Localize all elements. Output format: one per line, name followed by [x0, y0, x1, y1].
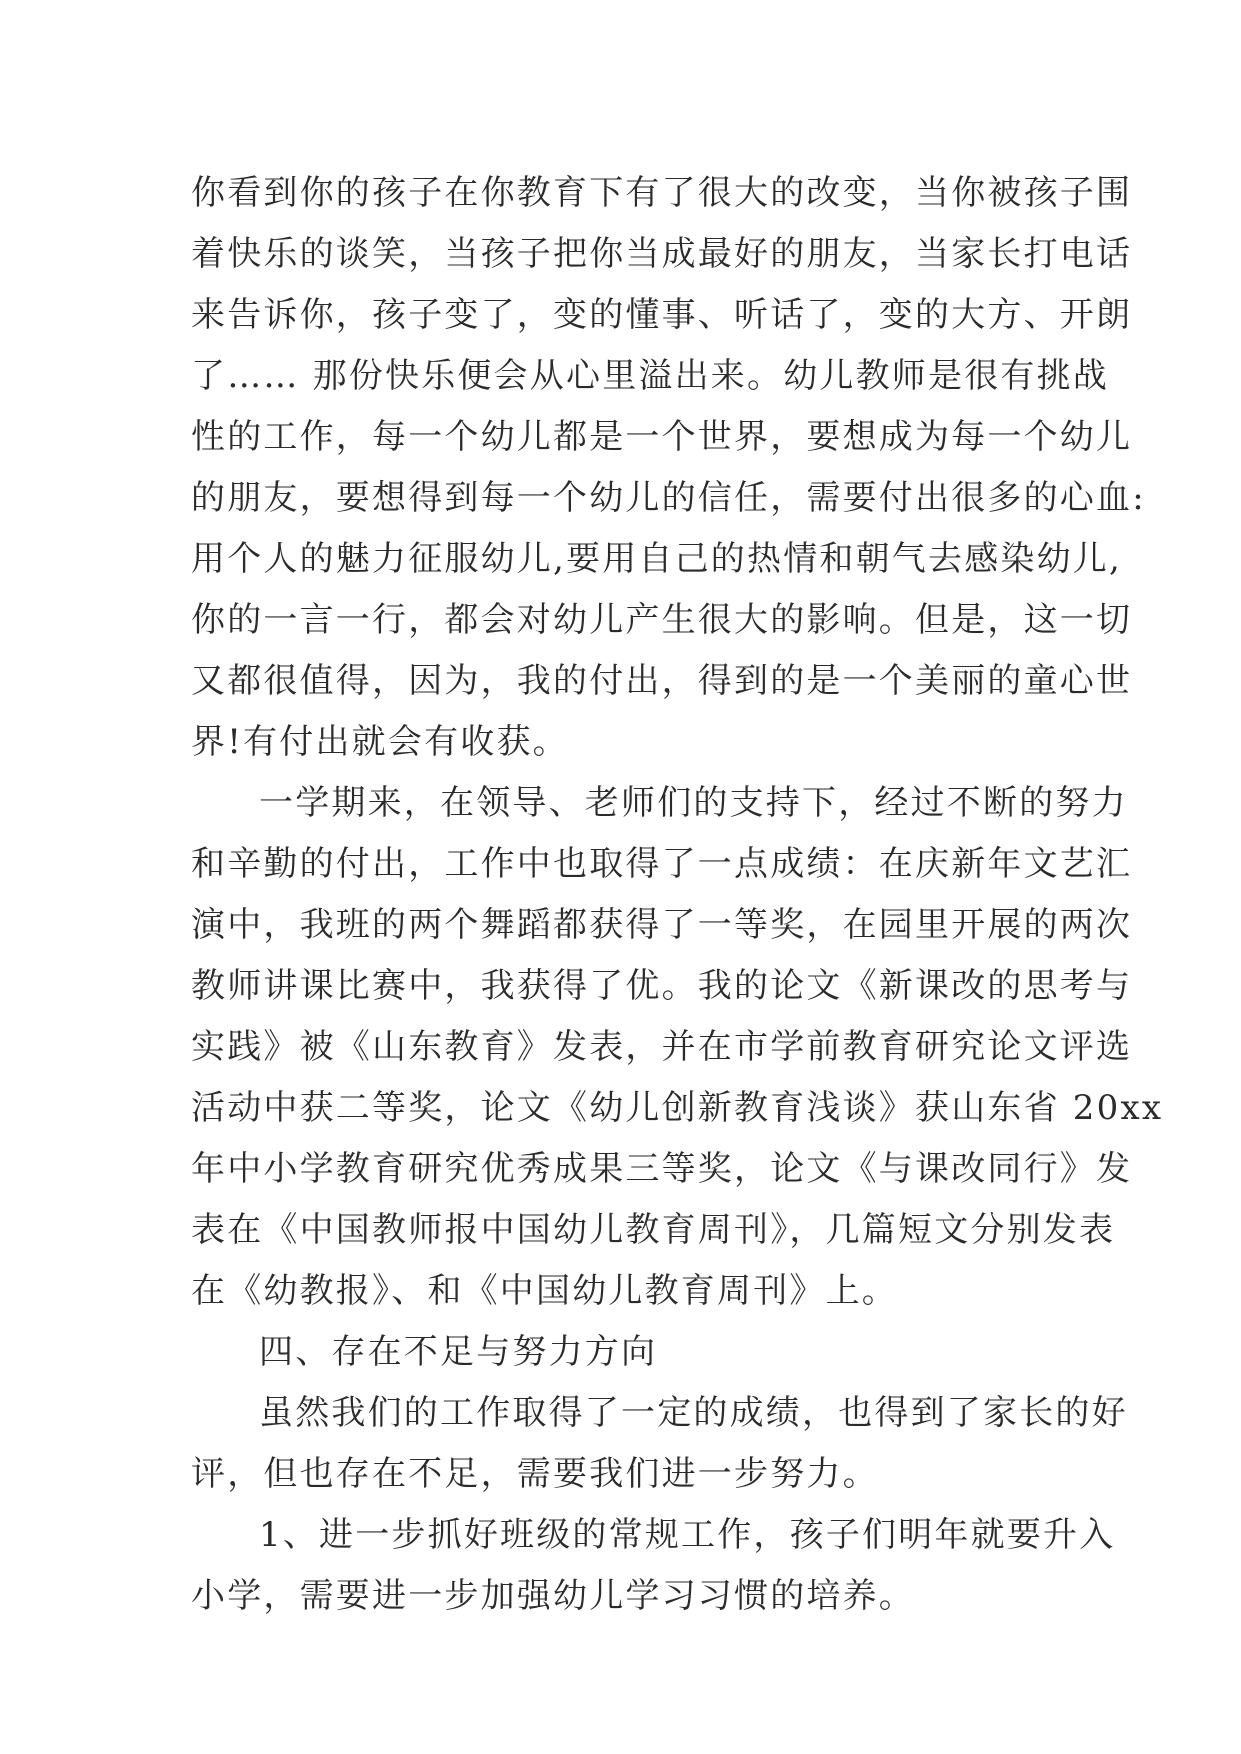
text-line: 用个人的魅力征服幼儿,要用自己的热情和朝气去感染幼儿,: [191, 539, 1123, 579]
text-line: 的朋友，要想得到每一个幼儿的信任，需要付出很多的心血:: [191, 478, 1146, 518]
text-line: 表在《中国教师报中国幼儿教育周刊》，几篇短文分别发表: [191, 1210, 1116, 1250]
text-line: 实践》被《山东教育》发表，并在市学前教育研究论文评选: [191, 1027, 1133, 1067]
text-line: 年中小学教育研究优秀成果三等奖，论文《与课改同行》发: [191, 1149, 1133, 1189]
text-line: 来告诉你，孩子变了，变的懂事、听话了，变的大方、开朗: [191, 295, 1133, 335]
text-line: 和辛勤的付出，工作中也取得了一点成绩：在庆新年文艺汇: [191, 844, 1133, 884]
paragraph: [191, 1383, 1128, 1505]
text-line: 着快乐的谈笑，当孩子把你当成最好的朋友，当家长打电话: [191, 234, 1133, 274]
paragraph: [191, 1322, 1051, 1383]
text-line: 性的工作，每一个幼儿都是一个世界，要想成为每一个幼儿: [191, 417, 1133, 457]
text-line: 界!有付出就会有收获。: [191, 722, 569, 762]
text-line: 你的一言一行，都会对幼儿产生很大的影响。但是，这一切: [191, 600, 1133, 640]
text-line: 了…… 那份快乐便会从心里溢出来。幼儿教师是很有挑战: [191, 356, 1110, 396]
text-line: 活动中获二等奖，论文《幼儿创新教育浅谈》获山东省 20xx: [191, 1088, 1164, 1128]
text-line: 你看到你的孩子在你教育下有了很大的改变，当你被孩子围: [191, 173, 1133, 213]
text-line: 又都很值得，因为，我的付出，得到的是一个美丽的童心世: [191, 661, 1133, 701]
paragraph: [191, 773, 1164, 1322]
text-line: 一学期来，在领导、老师们的支持下，经过不断的努力: [259, 783, 1128, 823]
text-line: 四、存在不足与努力方向: [259, 1332, 658, 1372]
text-line: 在《幼教报》、和《中国幼儿教育周刊》上。: [191, 1271, 898, 1311]
text-line: 小学，需要进一步加强幼儿学习习惯的培养。: [191, 1576, 915, 1616]
text-line: 评，但也存在不足，需要我们进一步努力。: [191, 1454, 879, 1494]
paragraph: [191, 163, 1146, 773]
body-text: [191, 163, 1164, 1627]
text-line: 虽然我们的工作取得了一定的成绩，也得到了家长的好: [259, 1393, 1128, 1433]
text-line: 演中，我班的两个舞蹈都获得了一等奖，在园里开展的两次: [191, 905, 1133, 945]
text-line: 1、进一步抓好班级的常规工作，孩子们明年就要升入: [259, 1515, 1116, 1555]
paragraph: [191, 1505, 1116, 1627]
text-line: 教师讲课比赛中，我获得了优。我的论文《新课改的思考与: [191, 966, 1133, 1006]
